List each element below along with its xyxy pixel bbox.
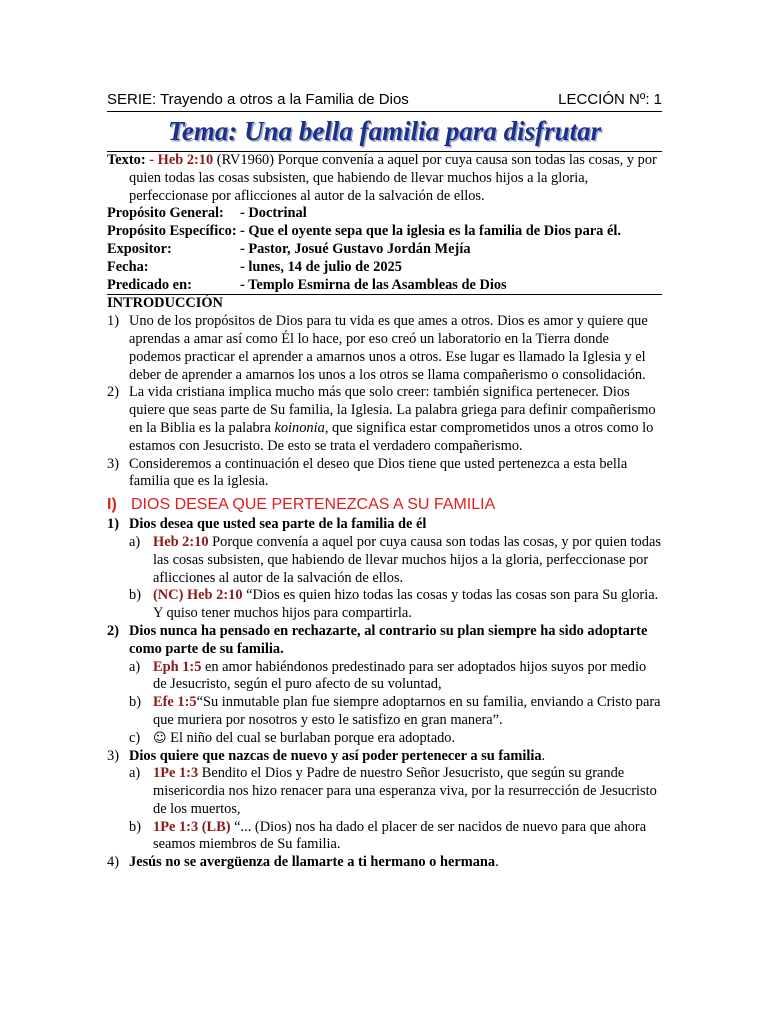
lesson-title: Tema: Una bella familia para disfrutar [107, 112, 662, 152]
list-marker: 3) [107, 455, 119, 472]
verse-text: “Dios es quien hizo todas las cosas y todas las cosas son para Su gloria. Y quiso tener muchos hijos para compartirla. [153, 587, 659, 622]
sub-marker: a) [129, 658, 141, 675]
lesson-number: LECCIÓN Nº: 1 [558, 91, 662, 108]
meta-label: Fecha: [107, 258, 149, 275]
texto-body: (RV1960) Porque convenía a aquel por cuya causa son todas las cosas, y por quien todas las cosas subsisten, que habiendo de llevar muchos hijos a la gloria, perfeccionase por aflicciones al autor de la salvación de ellos. [129, 152, 657, 204]
verse-reference: Heb 2:10 [153, 533, 209, 550]
point-text: Dios quiere que nazcas de nuevo y así poder pertenecer a su familia [129, 747, 542, 764]
texto-dash: - [145, 152, 158, 168]
sub-point [107, 765, 662, 818]
meta-label: Expositor: [107, 240, 172, 257]
koinonia-term: koinonia [274, 419, 325, 436]
list-marker: 4) [107, 854, 119, 871]
point-text: Dios nunca ha pensado en rechazarte, al contrario su plan siempre ha sido adoptarte como parte de su familia. [129, 622, 648, 657]
intro-item-text: La vida cristiana implica mucho más que solo creer: también significa pertenecer. Dios quiere que seas parte de Su familia, la Iglesia. La palabra griega para definir compañerismo en la Biblia es la palabra [129, 384, 656, 436]
section-marker: I) [107, 496, 117, 514]
verse-reference: 1Pe 1:3 (LB) [153, 818, 231, 835]
verse-reference: Efe 1:5 [153, 694, 197, 711]
sub-marker: b) [129, 694, 141, 711]
sub-point [107, 730, 662, 748]
series-title: SERIE: Trayendo a otros a la Familia de Dios [107, 91, 409, 108]
sub-marker: b) [129, 587, 141, 604]
point-tail: . [541, 747, 546, 764]
section-point [107, 748, 662, 766]
intro-item-text: , que significa estar comprometidos unos a otros como lo estamos con Jesucristo. De esto se trata el verdadero compañerismo. [129, 419, 654, 454]
meta-specific-purpose [107, 223, 662, 241]
section-heading [107, 494, 662, 516]
list-marker: 3) [107, 747, 119, 764]
meta-value: - Doctrinal [240, 205, 307, 222]
intro-item [107, 313, 662, 384]
meta-speaker [107, 241, 662, 259]
section-point [107, 516, 662, 534]
point-tail: . [495, 854, 499, 871]
meta-date [107, 259, 662, 277]
meta-label: Propósito General: [107, 205, 224, 222]
section-point [107, 623, 662, 659]
meta-value: - Que el oyente sepa que la iglesia es la familia de Dios para él. [240, 223, 621, 240]
intro-item-text: Uno de los propósitos de Dios para tu vida es que ames a otros. Dios es amor y quiere que aprendas a amar así como Él lo hace, por eso creó un laboratorio en la Tierra donde podemos practicar el aprender a amarnos unos a otros. Ese lugar es llamado la Iglesia y el deber de aprender a amarnos los unos a los otros se llama compañerismo o consolidación. [129, 313, 648, 383]
list-marker: 2) [107, 384, 119, 401]
smiley-icon: ☺ [153, 730, 167, 746]
texto-reference: Heb 2:10 [157, 152, 214, 168]
point-text: Jesús no se avergüenza de llamarte a ti hermano o hermana [129, 854, 496, 871]
verse-text: Bendito el Dios y Padre de nuestro Señor Jesucristo, que según su grande misericordia nos hizo renacer para una esperanza viva, por la resurrección de Jesucristo de los muertos, [153, 765, 657, 817]
list-marker: 2) [107, 622, 119, 639]
meta-general-purpose [107, 205, 662, 223]
meta-value: - Templo Esmirna de las Asambleas de Dios [240, 276, 507, 293]
meta-value: - lunes, 14 de julio de 2025 [240, 258, 402, 275]
verse-text: en amor habiéndonos predestinado para ser adoptados hijos suyos por medio de Jesucristo, según el puro afecto de su voluntad, [153, 658, 647, 693]
sub-marker: b) [129, 818, 141, 835]
sub-point [107, 534, 662, 587]
intro-item-text: Consideremos a continuación el deseo que Dios tiene que usted pertenezca a esta bella familia que es la iglesia. [129, 455, 628, 490]
sub-point [107, 659, 662, 695]
verse-text: Porque convenía a aquel por cuya causa son todas las cosas, y por quien todas las cosas subsisten, que habiendo de llevar muchos hijos a la gloria, perfeccionase por aflicciones al autor de la salvación de ellos. [153, 533, 661, 586]
sub-marker: a) [129, 533, 141, 550]
sub-point [107, 819, 662, 855]
sub-marker: a) [129, 765, 141, 782]
sub-point [107, 587, 662, 623]
list-marker: 1) [107, 516, 119, 533]
document-content [107, 90, 662, 872]
point-text: Dios desea que usted sea parte de la familia de él [129, 516, 427, 533]
intro-item [107, 384, 662, 455]
verse-reference: (NC) Heb 2:10 [153, 587, 243, 604]
document-header [107, 90, 662, 112]
sub-point [107, 694, 662, 730]
verse-reference: Eph 1:5 [153, 658, 202, 675]
section-point [107, 854, 662, 872]
intro-heading: INTRODUCCIÓN [107, 295, 223, 312]
intro-item [107, 456, 662, 492]
verse-text: “... (Dios) nos ha dado el placer de ser nacidos de nuevo para que ahora seamos miembros de Su familia. [153, 818, 647, 853]
list-marker: 1) [107, 313, 119, 330]
meta-value: - Pastor, Josué Gustavo Jordán Mejía [240, 240, 471, 257]
verse-text: El niño del cual se burlaban porque era adoptado. [166, 729, 456, 746]
scripture-text [107, 152, 662, 205]
verse-text: “Su inmutable plan fue siempre adoptarnos en su familia, enviando a Cristo para que muriera por nosotros y esto le satisfizo en gran manera”. [153, 694, 661, 728]
section-title: DIOS DESEA QUE PERTENEZCAS A SU FAMILIA [131, 496, 496, 514]
meta-label: Predicado en: [107, 276, 192, 293]
sub-marker: c) [129, 729, 141, 746]
texto-label: Texto: [107, 152, 146, 168]
verse-reference: 1Pe 1:3 [153, 765, 199, 782]
meta-location [107, 277, 662, 296]
meta-label: Propósito Específico: [107, 223, 237, 240]
